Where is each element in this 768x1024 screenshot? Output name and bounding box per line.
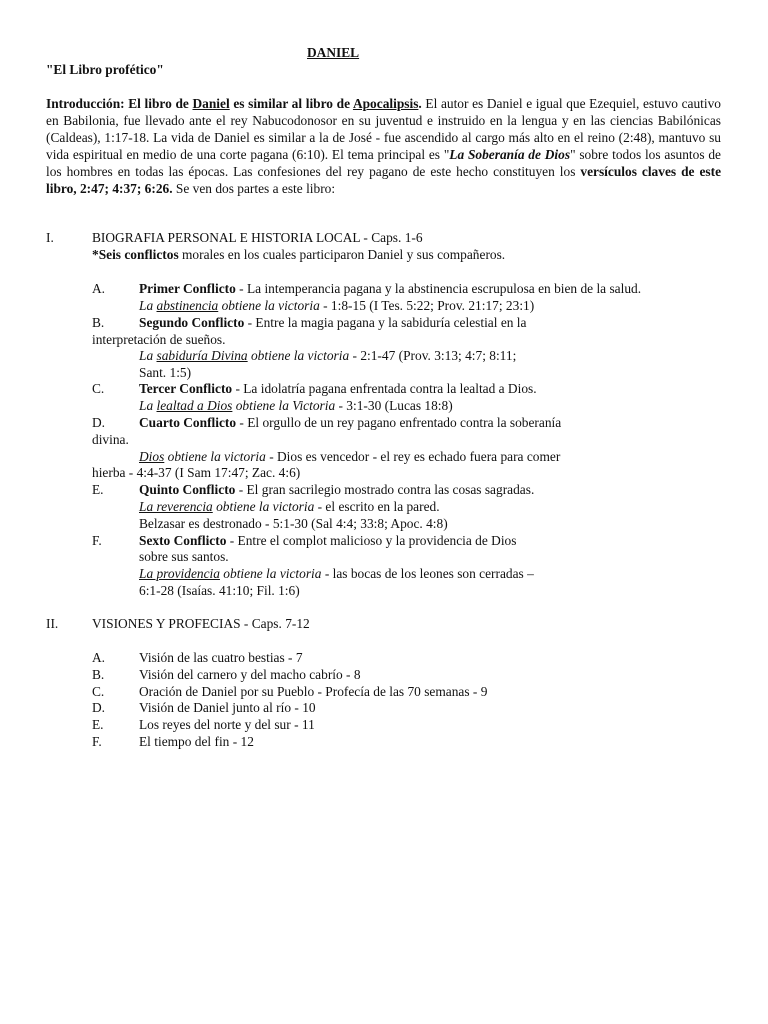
victory-post: obtiene la victoria xyxy=(219,566,322,581)
victory-line xyxy=(139,397,453,414)
victory-post: obtiene la victoria xyxy=(218,298,320,313)
conflict-desc: - Entre la magia pagana y la sabiduría celestial en la xyxy=(244,315,527,330)
victory-word: abstinencia xyxy=(156,298,219,313)
part1-sub-rest: morales en los cuales participaron Daniel y sus compañeros. xyxy=(178,247,506,262)
intro-lead: Introducción: El libro de xyxy=(46,96,193,111)
conflict-desc: - El orgullo de un rey pagano enfrentado contra la soberanía xyxy=(236,415,562,430)
vision-item: Visión de las cuatro bestias - 7 xyxy=(139,650,303,665)
page-title: DANIEL xyxy=(307,45,360,60)
victory-line xyxy=(139,297,534,314)
conflict-wrap: divina. xyxy=(92,432,129,447)
part1-heading: BIOGRAFIA PERSONAL E HISTORIA LOCAL - Caps. 1-6 xyxy=(92,230,423,245)
vision-item: Visión del carnero y del macho cabrío - 8 xyxy=(139,667,361,682)
conflict-letter: D. xyxy=(92,415,106,430)
victory-pre: La xyxy=(139,398,157,413)
victory-ref-cont: 6:1-28 (Isaías. 41:10; Fil. 1:6) xyxy=(139,583,300,598)
victory-pre: La xyxy=(139,348,157,363)
vision-letter: B. xyxy=(92,667,105,682)
vision-item: Oración de Daniel por su Pueblo - Profecía de las 70 semanas - 9 xyxy=(139,684,488,699)
victory-ref-cont: hierba - 4:4-37 (I Sam 17:47; Zac. 4:6) xyxy=(92,465,301,480)
intro-body-2: " sobre todos los asuntos de los hombres en todas las épocas. Las confesiones del rey pagano de este hecho constituyen los xyxy=(46,147,721,179)
victory-ref-cont: Belzasar es destronado - 5:1-30 (Sal 4:4; 33:8; Apoc. 4:8) xyxy=(139,516,448,531)
intro-daniel: Daniel xyxy=(192,96,230,111)
intro-lead-end: . xyxy=(418,96,422,111)
conflict-title: Tercer Conflicto xyxy=(139,381,233,396)
victory-ref: - las bocas de los leones son cerradas – xyxy=(321,566,534,581)
victory-line xyxy=(139,565,534,582)
part1-sub-bold: *Seis conflictos xyxy=(92,247,179,262)
intro-lead-mid: es similar al libro de xyxy=(229,96,353,111)
conflict-letter: C. xyxy=(92,381,105,396)
conflict-line xyxy=(139,280,641,297)
victory-word: La reverencia xyxy=(139,499,213,514)
victory-line xyxy=(139,448,560,465)
victory-line xyxy=(139,498,440,515)
conflict-title: Segundo Conflicto xyxy=(139,315,245,330)
vision-item: El tiempo del fin - 12 xyxy=(139,734,254,749)
victory-word: sabiduría Divina xyxy=(156,348,248,363)
conflict-letter: A. xyxy=(92,281,106,296)
part2-numeral: II. xyxy=(46,616,59,631)
victory-ref: - Dios es vencedor - el rey es echado fuera para comer xyxy=(265,449,561,464)
intro-key-verses: versículos claves de este libro, 2:47; 4:37; 6:26. xyxy=(46,164,722,196)
victory-line xyxy=(139,347,516,364)
intro-body: El autor es Daniel e igual que Ezequiel, estuvo cautivo en Babilonia, fue llevado ante el rey Nabucodonosor en su juventud e instruido en la lengua y en las ciencias Babilónicas (Caldeas), 1:17-18. La vida de Daniel es similar a la de José - fue ascendido al cargo más alto en el reino (2:48), mantuvo su vida espiritual en medio de una corte pagana (6:10). El tema principal es " xyxy=(46,96,722,162)
victory-ref: - el escrito en la pared. xyxy=(314,499,440,514)
vision-letter: E. xyxy=(92,717,104,732)
conflict-letter: B. xyxy=(92,315,105,330)
conflict-desc: - Entre el complot malicioso y la providencia de Dios xyxy=(226,533,517,548)
vision-item: Visión de Daniel junto al río - 10 xyxy=(139,700,316,715)
part1-subheading xyxy=(92,246,505,263)
conflict-title: Sexto Conflicto xyxy=(139,533,227,548)
victory-word: lealtad a Dios xyxy=(156,398,233,413)
victory-ref: - 1:8-15 (I Tes. 5:22; Prov. 21:17; 23:1) xyxy=(319,298,535,313)
conflict-desc: - El gran sacrilegio mostrado contra las cosas sagradas. xyxy=(235,482,535,497)
victory-post: obtiene la victoria xyxy=(164,449,266,464)
victory-ref: - 2:1-47 (Prov. 3:13; 4:7; 8:11; xyxy=(349,348,517,363)
conflict-desc: - La idolatría pagana enfrentada contra la lealtad a Dios. xyxy=(232,381,537,396)
part1-numeral: I. xyxy=(46,230,54,245)
intro-body-3: Se ven dos partes a este libro: xyxy=(172,181,336,196)
vision-letter: D. xyxy=(92,700,106,715)
intro-apocalipsis: Apocalipsis xyxy=(352,96,419,111)
intro-paragraph xyxy=(46,95,721,197)
victory-ref: - 3:1-30 (Lucas 18:8) xyxy=(335,398,453,413)
conflict-desc: - La intemperancia pagana y la abstinencia escrupulosa en bien de la salud. xyxy=(235,281,642,296)
vision-letter: C. xyxy=(92,684,105,699)
conflict-line xyxy=(139,532,516,549)
page-subtitle: "El Libro profético" xyxy=(46,62,164,77)
conflict-letter: F. xyxy=(92,533,102,548)
vision-item: Los reyes del norte y del sur - 11 xyxy=(139,717,315,732)
intro-theme: La Soberanía de Dios xyxy=(449,147,571,162)
victory-post: obtiene la Victoria xyxy=(232,398,336,413)
conflict-wrap: sobre sus santos. xyxy=(139,549,229,564)
conflict-title: Primer Conflicto xyxy=(139,281,236,296)
conflict-letter: E. xyxy=(92,482,104,497)
conflict-wrap: interpretación de sueños. xyxy=(92,332,226,347)
vision-letter: F. xyxy=(92,734,102,749)
part2-heading: VISIONES Y PROFECIAS - Caps. 7-12 xyxy=(92,616,310,631)
conflict-line xyxy=(139,414,561,431)
conflict-title: Cuarto Conflicto xyxy=(139,415,237,430)
conflict-line xyxy=(139,380,537,397)
victory-word: La providencia xyxy=(139,566,220,581)
victory-word: Dios xyxy=(139,449,165,464)
victory-post: obtiene la victoria xyxy=(247,348,350,363)
victory-pre: La xyxy=(139,298,157,313)
conflict-line xyxy=(139,481,534,498)
conflict-line xyxy=(139,314,526,331)
victory-post: obtiene la victoria xyxy=(212,499,315,514)
vision-letter: A. xyxy=(92,650,106,665)
conflict-title: Quinto Conflicto xyxy=(139,482,236,497)
victory-ref-cont: Sant. 1:5) xyxy=(139,365,192,380)
